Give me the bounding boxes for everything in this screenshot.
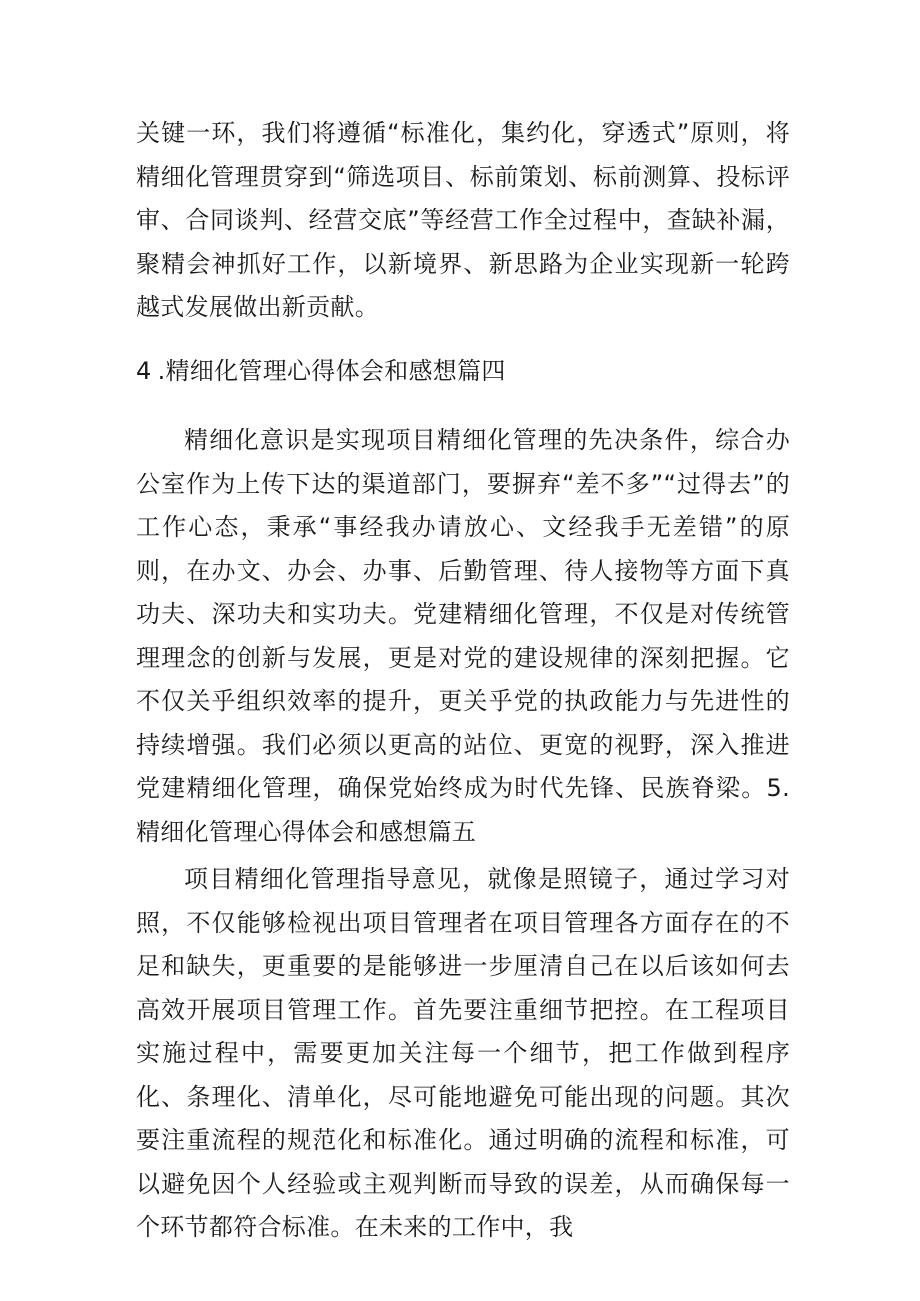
section-number: 4 <box>136 356 152 385</box>
paragraph-1: 关键一环，我们将遵循“标准化，集约化，穿透式”原则，将精细化管理贯穿到“筛选项目、标前策划、标前测算、投标评审、合同谈判、经营交底”等经营工作全过程中，查缺补漏，聚精会神抓好工作，以新境界、新思路为企业实现新一轮跨越式发展做出新贡献。 <box>136 119 790 321</box>
paragraph-3: 项目精细化管理指导意见，就像是照镜子，通过学习对照，不仅能够检视出项目管理者在项目管理各方面存在的不足和缺失，更重要的是能够进一步厘清自己在以后该如何去高效开展项目管理工作。首先要注重细节把控。在工程项目实施过程中，需要更加关注每一个细节，把工作做到程序化、条理化、清单化，尽可能地避免可能出现的问题。其次要注重流程的规范化和标准化。通过明确的流程和标准，可以避免因个人经验或主观判断而导致的误差，从而确保每一个环节都符合标准。在未来的工作中，我 <box>136 865 790 1241</box>
section-title: .精细化管理心得体会和感想篇四 <box>157 356 506 385</box>
paragraph-2: 精细化意识是实现项目精细化管理的先决条件，综合办公室作为上传下达的渠道部门，要摒弃“差不多”“过得去”的工作心态，秉承“事经我办请放心、文经我手无差错”的原则，在办文、办会、办事、后勤管理、待人接物等方面下真功夫、深功夫和实功夫。党建精细化管理，不仅是对传统管理理念的创新与发展，更是对党的建设规律的深刻把握。它不仅关乎组织效率的提升，更关乎党的执政能力与先进性的持续增强。我们必须以更高的站位、更宽的视野，深入推进党建精细化管理，确保党始终成为时代先锋、民族脊梁。5.精细化管理心得体会和感想篇五 <box>136 426 790 846</box>
section-heading-4 <box>136 330 790 420</box>
text-column <box>136 112 790 1250</box>
